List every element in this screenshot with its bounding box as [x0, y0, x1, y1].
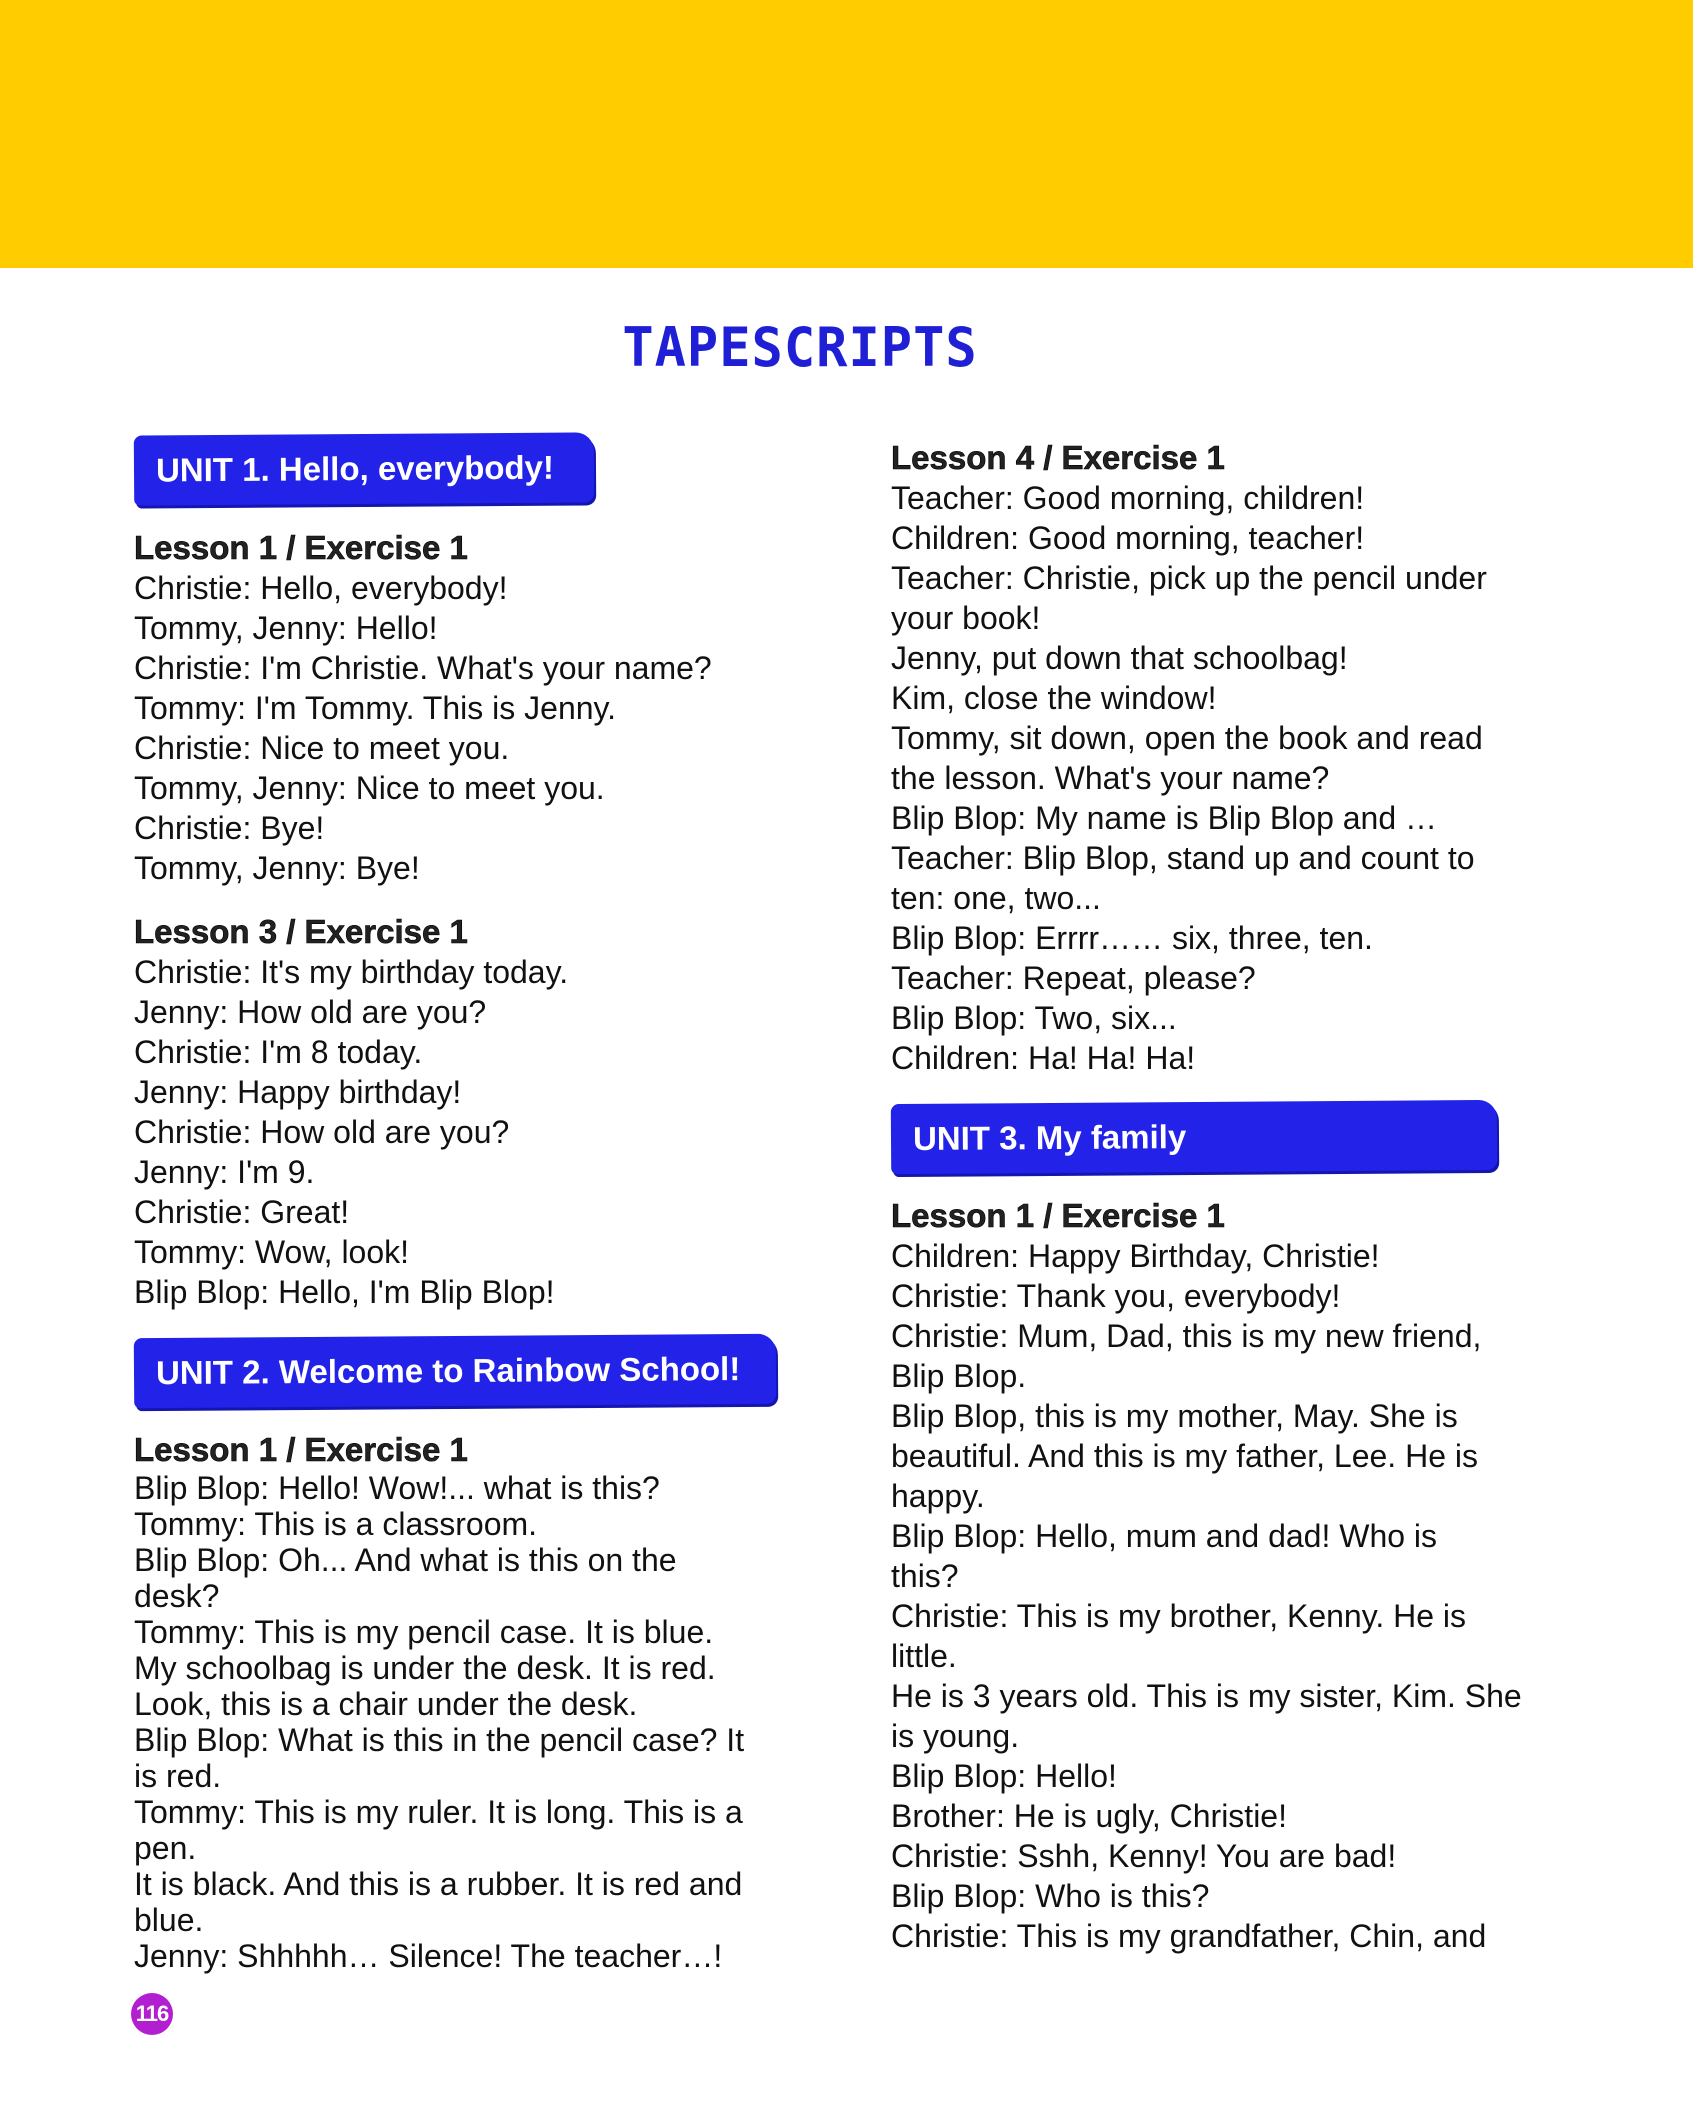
dialogue-line: Children: Ha! Ha! Ha! — [891, 1040, 1196, 1076]
dialogue-line: Jenny: Happy birthday! — [134, 1074, 462, 1110]
right-column — [891, 438, 1551, 1956]
dialogue-line: Tommy: I'm Tommy. This is Jenny. — [134, 690, 617, 726]
dialogue-line: Blip Blop: Oh... And what is this on the — [134, 1542, 677, 1578]
dialogue-line: Kim, close the window! — [891, 680, 1217, 716]
dialogue-line: ten: one, two... — [891, 880, 1101, 916]
dialogue-line: Jenny: I'm 9. — [134, 1154, 315, 1190]
dialogue-line: happy. — [891, 1478, 985, 1514]
dialogue-line: Christie: Great! — [134, 1194, 350, 1230]
dialogue-line: Blip Blop: Hello, mum and dad! Who is — [891, 1518, 1438, 1554]
dialogue-line: Christie: How old are you? — [134, 1114, 510, 1150]
unit-heading: UNIT 1. Hello, everybody! — [134, 432, 594, 505]
dialogue-line: Tommy: This is a classroom. — [134, 1506, 538, 1542]
dialogue-line: Teacher: Repeat, please? — [891, 960, 1256, 996]
dialogue-line: Tommy, Jenny: Hello! — [134, 610, 438, 646]
dialogue-line: Blip Blop: Who is this? — [891, 1878, 1210, 1914]
dialogue-line: is young. — [891, 1718, 1020, 1754]
dialogue-line: Tommy, Jenny: Bye! — [134, 850, 420, 886]
tapescript-lines — [891, 1236, 1551, 1956]
dialogue-line: Christie: I'm Christie. What's your name? — [134, 650, 712, 686]
dialogue-line: Tommy: Wow, look! — [134, 1234, 410, 1270]
dialogue-line: Brother: He is ugly, Christie! — [891, 1798, 1287, 1834]
dialogue-line: Blip Blop: Errrr…… six, three, ten. — [891, 920, 1373, 956]
dialogue-line: Christie: This is my grandfather, Chin, and — [891, 1918, 1487, 1954]
dialogue-line: pen. — [134, 1830, 197, 1866]
dialogue-line: Look, this is a chair under the desk. — [134, 1686, 638, 1722]
dialogue-line: the lesson. What's your name? — [891, 760, 1330, 796]
dialogue-line: Tommy: This is my ruler. It is long. This is a — [134, 1794, 743, 1830]
dialogue-line: Christie: Mum, Dad, this is my new friend, — [891, 1318, 1482, 1354]
dialogue-line: Christie: Hello, everybody! — [134, 570, 508, 606]
dialogue-line: beautiful. And this is my father, Lee. He is — [891, 1438, 1478, 1474]
dialogue-line: Children: Happy Birthday, Christie! — [891, 1238, 1380, 1274]
dialogue-line: Blip Blop. — [891, 1358, 1027, 1394]
tapescript-lines — [134, 568, 794, 888]
dialogue-line: Teacher: Blip Blop, stand up and count to — [891, 840, 1475, 876]
page-title: TAPESCRIPTS — [622, 316, 978, 380]
dialogue-line: Christie: It's my birthday today. — [134, 954, 569, 990]
dialogue-line: little. — [891, 1638, 957, 1674]
dialogue-line: It is black. And this is a rubber. It is red and — [134, 1866, 743, 1902]
dialogue-line: Christie: Nice to meet you. — [134, 730, 510, 766]
tapescript-lines — [134, 952, 794, 1312]
lesson-title: Lesson 1 / Exercise 1 — [134, 1431, 468, 1468]
lesson-title: Lesson 1 / Exercise 1 — [891, 1197, 1225, 1234]
dialogue-line: Blip Blop: Hello, I'm Blip Blop! — [134, 1274, 555, 1310]
dialogue-line: Christie: Bye! — [134, 810, 325, 846]
dialogue-line: Christie: This is my brother, Kenny. He is — [891, 1598, 1467, 1634]
dialogue-line: Blip Blop: What is this in the pencil case? It — [134, 1722, 745, 1758]
dialogue-line: Jenny, put down that schoolbag! — [891, 640, 1348, 676]
dialogue-line: is red. — [134, 1758, 222, 1794]
lesson-title: Lesson 4 / Exercise 1 — [891, 439, 1225, 476]
dialogue-line: Children: Good morning, teacher! — [891, 520, 1365, 556]
dialogue-line: Jenny: Shhhhh… Silence! The teacher…! — [134, 1938, 723, 1974]
dialogue-line: My schoolbag is under the desk. It is red. — [134, 1650, 716, 1686]
dialogue-line: Christie: Thank you, everybody! — [891, 1278, 1341, 1314]
tapescript-lines — [891, 478, 1551, 1078]
dialogue-line: Tommy, Jenny: Nice to meet you. — [134, 770, 605, 806]
dialogue-line: Tommy, sit down, open the book and read — [891, 720, 1483, 756]
lesson-title: Lesson 3 / Exercise 1 — [134, 913, 468, 950]
dialogue-line: Blip Blop: Hello! Wow!... what is this? — [134, 1470, 660, 1506]
dialogue-line: He is 3 years old. This is my sister, Kim. She — [891, 1678, 1522, 1714]
dialogue-line: Tommy: This is my pencil case. It is blue. — [134, 1614, 714, 1650]
dialogue-line: Teacher: Christie, pick up the pencil under — [891, 560, 1487, 596]
dialogue-line: Christie: I'm 8 today. — [134, 1034, 423, 1070]
unit-heading: UNIT 3. My family — [891, 1100, 1497, 1174]
dialogue-line: this? — [891, 1558, 959, 1594]
dialogue-line: Christie: Sshh, Kenny! You are bad! — [891, 1838, 1397, 1874]
dialogue-line: Teacher: Good morning, children! — [891, 480, 1365, 516]
dialogue-line: Blip Blop, this is my mother, May. She is — [891, 1398, 1458, 1434]
page-number-badge: 116 — [131, 1993, 173, 2035]
dialogue-line: your book! — [891, 600, 1041, 636]
dialogue-line: Blip Blop: Two, six... — [891, 1000, 1177, 1036]
tapescript-lines — [134, 1470, 794, 1974]
dialogue-line: Blip Blop: My name is Blip Blop and … — [891, 800, 1438, 836]
lesson-title: Lesson 1 / Exercise 1 — [134, 529, 468, 566]
dialogue-line: Blip Blop: Hello! — [891, 1758, 1117, 1794]
left-column — [134, 434, 794, 1974]
dialogue-line: blue. — [134, 1902, 204, 1938]
header-band — [0, 0, 1693, 268]
unit-heading: UNIT 2. Welcome to Rainbow School! — [134, 1334, 776, 1408]
dialogue-line: desk? — [134, 1578, 220, 1614]
dialogue-line: Jenny: How old are you? — [134, 994, 487, 1030]
